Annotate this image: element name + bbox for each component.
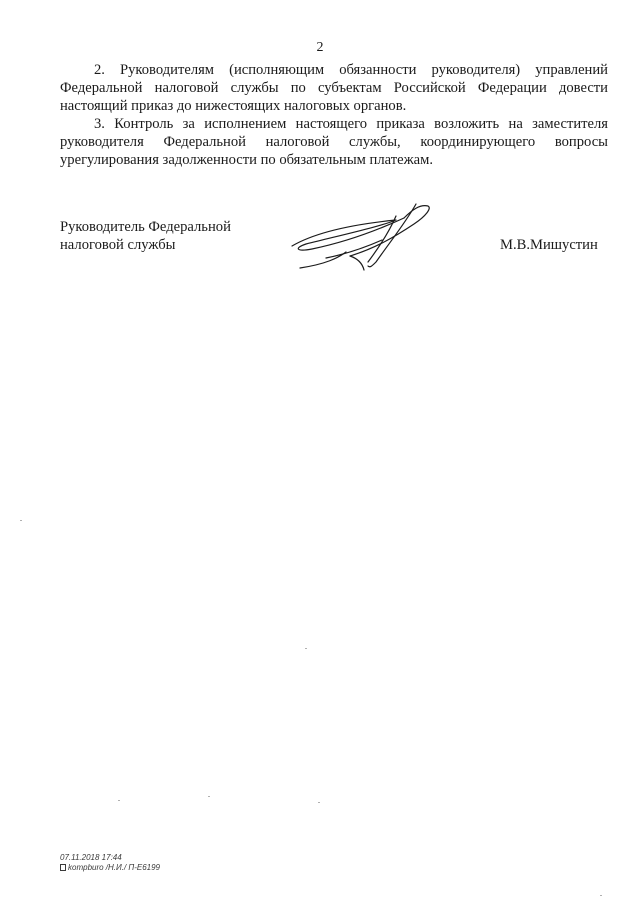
scan-speck bbox=[20, 520, 22, 521]
signatory-title bbox=[60, 218, 231, 254]
paragraph-2-text: 2. Руководителям (исполняющим обязанности руководителя) управлений Федеральной налоговой службы по субъектам Российской Федерации довести настоящий приказ до нижестоящих налоговых органов. bbox=[60, 62, 608, 114]
document-footer bbox=[60, 853, 160, 873]
scan-speck bbox=[600, 895, 602, 896]
paragraph-3 bbox=[60, 115, 608, 169]
page-number: 2 bbox=[316, 40, 324, 55]
footer-timestamp: 07.11.2018 17:44 bbox=[60, 853, 122, 862]
scan-speck bbox=[208, 796, 210, 797]
footer-file-reference bbox=[60, 863, 160, 873]
signatory-title-line-1: Руководитель Федеральной bbox=[60, 219, 231, 235]
signatory-name: М.В.Мишустин bbox=[500, 237, 598, 253]
paragraph-3-text: 3. Контроль за исполнением настоящего приказа возложить на заместителя руководителя Федеральной налоговой службы, координирующего вопросы урегулирования задолженности по обязательным платежам. bbox=[60, 116, 608, 168]
scan-speck bbox=[318, 802, 320, 803]
scan-speck bbox=[118, 800, 120, 801]
file-icon bbox=[60, 864, 66, 871]
scan-speck bbox=[305, 648, 307, 649]
paragraph-2 bbox=[60, 61, 608, 115]
signatory-title-line-2: налоговой службы bbox=[60, 237, 176, 253]
handwritten-signature bbox=[286, 196, 436, 274]
footer-file-text: kompburo /Н.И./ П-Е6199 bbox=[68, 863, 161, 872]
